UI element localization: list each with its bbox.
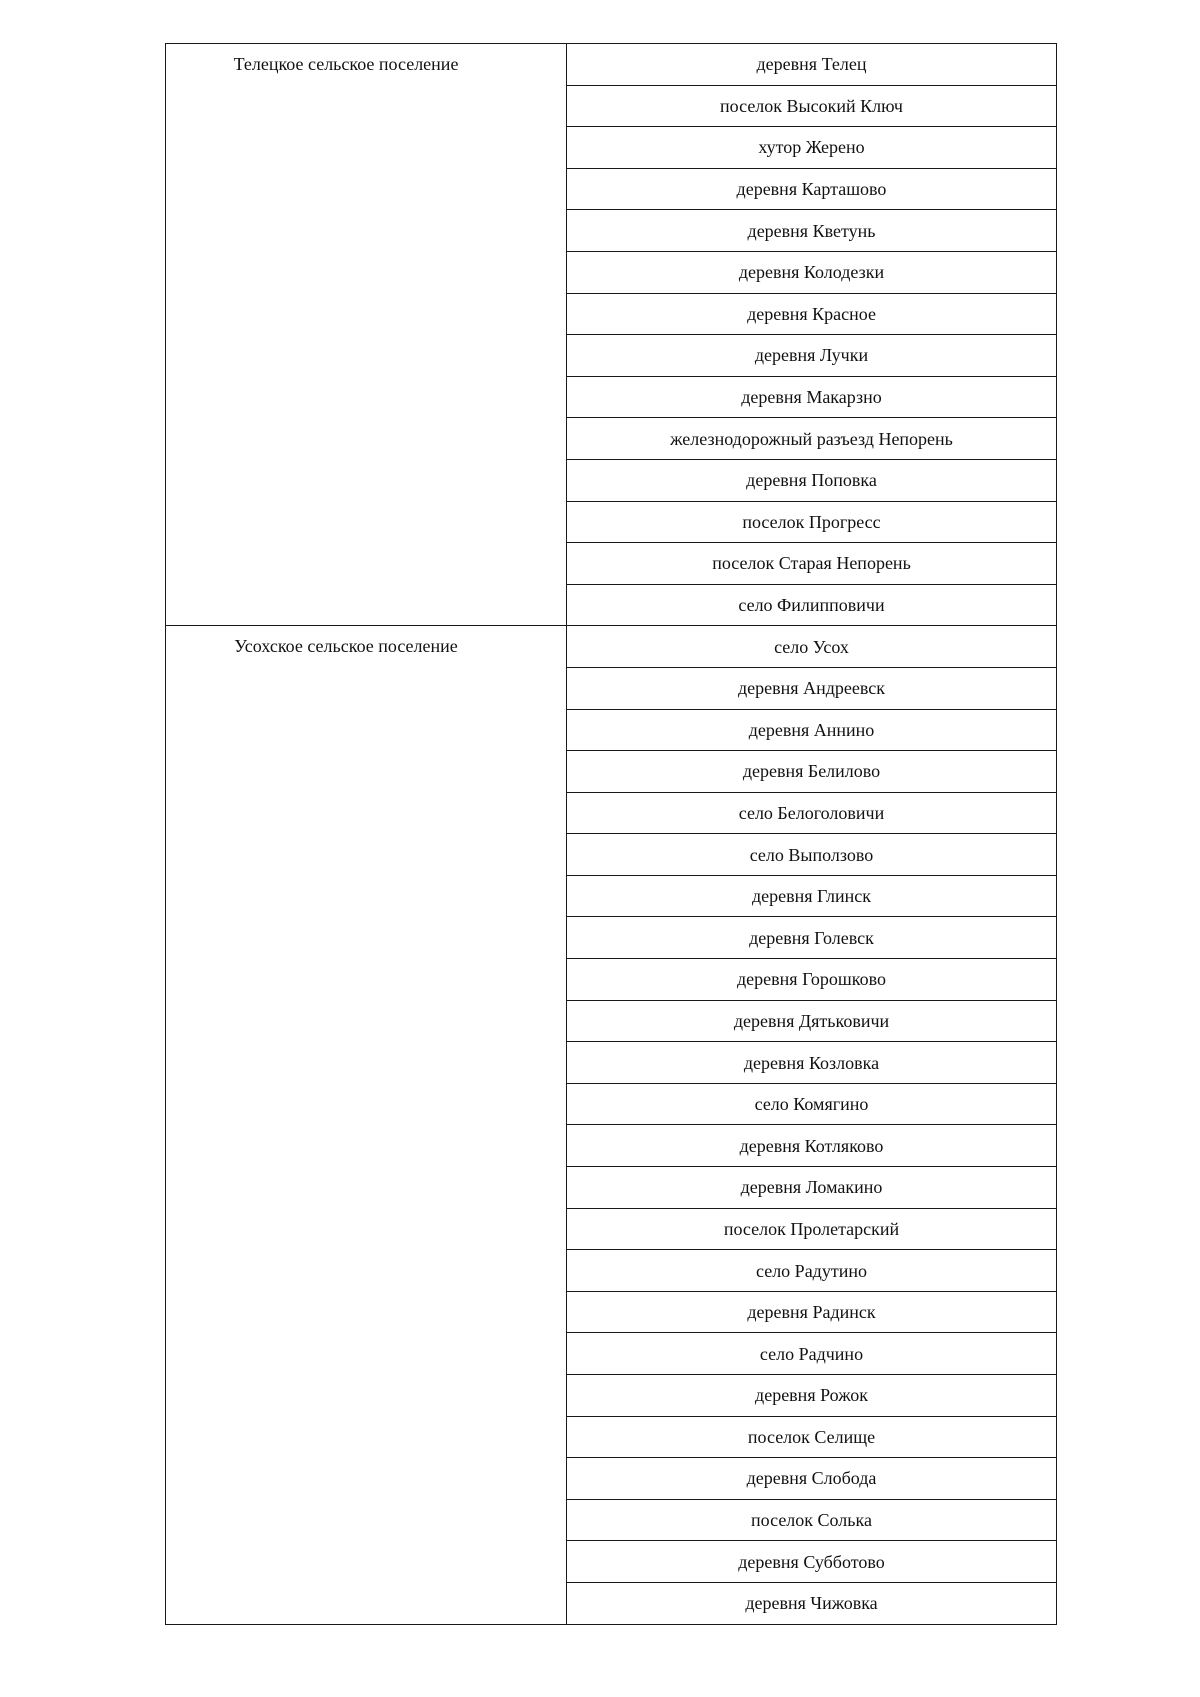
settlement-cell: деревня Красное xyxy=(567,293,1057,335)
settlement-cell: село Радутино xyxy=(567,1250,1057,1292)
settlement-cell: поселок Прогресс xyxy=(567,501,1057,543)
settlement-cell: деревня Ломакино xyxy=(567,1167,1057,1209)
municipality-cell xyxy=(166,626,567,1624)
municipality-name: Усохское сельское поселение xyxy=(234,636,458,657)
settlement-cell: поселок Солька xyxy=(567,1499,1057,1541)
settlement-cell: деревня Андреевск xyxy=(567,667,1057,709)
settlement-cell: село Филипповичи xyxy=(567,584,1057,626)
table-row xyxy=(166,44,1057,86)
settlement-cell: село Комягино xyxy=(567,1083,1057,1125)
settlement-cell: деревня Субботово xyxy=(567,1541,1057,1583)
settlement-cell: поселок Пролетарский xyxy=(567,1208,1057,1250)
table-row xyxy=(166,626,1057,668)
settlement-cell: поселок Старая Непорень xyxy=(567,543,1057,585)
settlement-cell: деревня Кветунь xyxy=(567,210,1057,252)
settlement-cell: деревня Глинск xyxy=(567,875,1057,917)
settlement-cell: деревня Аннино xyxy=(567,709,1057,751)
settlement-cell: деревня Рожок xyxy=(567,1375,1057,1417)
settlement-cell: село Усох xyxy=(567,626,1057,668)
settlement-cell: село Белоголовичи xyxy=(567,792,1057,834)
settlement-cell: деревня Козловка xyxy=(567,1042,1057,1084)
settlement-cell: село Радчино xyxy=(567,1333,1057,1375)
settlement-cell: поселок Селище xyxy=(567,1416,1057,1458)
settlement-cell: деревня Лучки xyxy=(567,335,1057,377)
settlement-cell: деревня Макарзно xyxy=(567,376,1057,418)
settlement-cell: деревня Дятьковичи xyxy=(567,1000,1057,1042)
settlement-cell: деревня Чижовка xyxy=(567,1582,1057,1624)
settlement-cell: деревня Голевск xyxy=(567,917,1057,959)
settlement-cell: деревня Котляково xyxy=(567,1125,1057,1167)
settlement-cell: деревня Поповка xyxy=(567,459,1057,501)
settlements-table-body xyxy=(166,44,1057,1625)
settlement-cell: село Выползово xyxy=(567,834,1057,876)
settlement-cell: деревня Колодезки xyxy=(567,251,1057,293)
municipality-name: Телецкое сельское поселение xyxy=(233,54,459,74)
settlement-cell: деревня Белилово xyxy=(567,751,1057,793)
municipality-cell xyxy=(166,44,567,626)
settlements-table xyxy=(165,43,1057,1625)
settlement-cell: деревня Горошково xyxy=(567,959,1057,1001)
settlement-cell: хутор Жерено xyxy=(567,127,1057,169)
settlement-cell: деревня Радинск xyxy=(567,1291,1057,1333)
settlement-cell: деревня Слобода xyxy=(567,1458,1057,1500)
settlement-cell: железнодорожный разъезд Непорень xyxy=(567,418,1057,460)
settlement-cell: деревня Карташово xyxy=(567,168,1057,210)
settlement-cell: деревня Телец xyxy=(567,44,1057,86)
settlement-cell: поселок Высокий Ключ xyxy=(567,85,1057,127)
